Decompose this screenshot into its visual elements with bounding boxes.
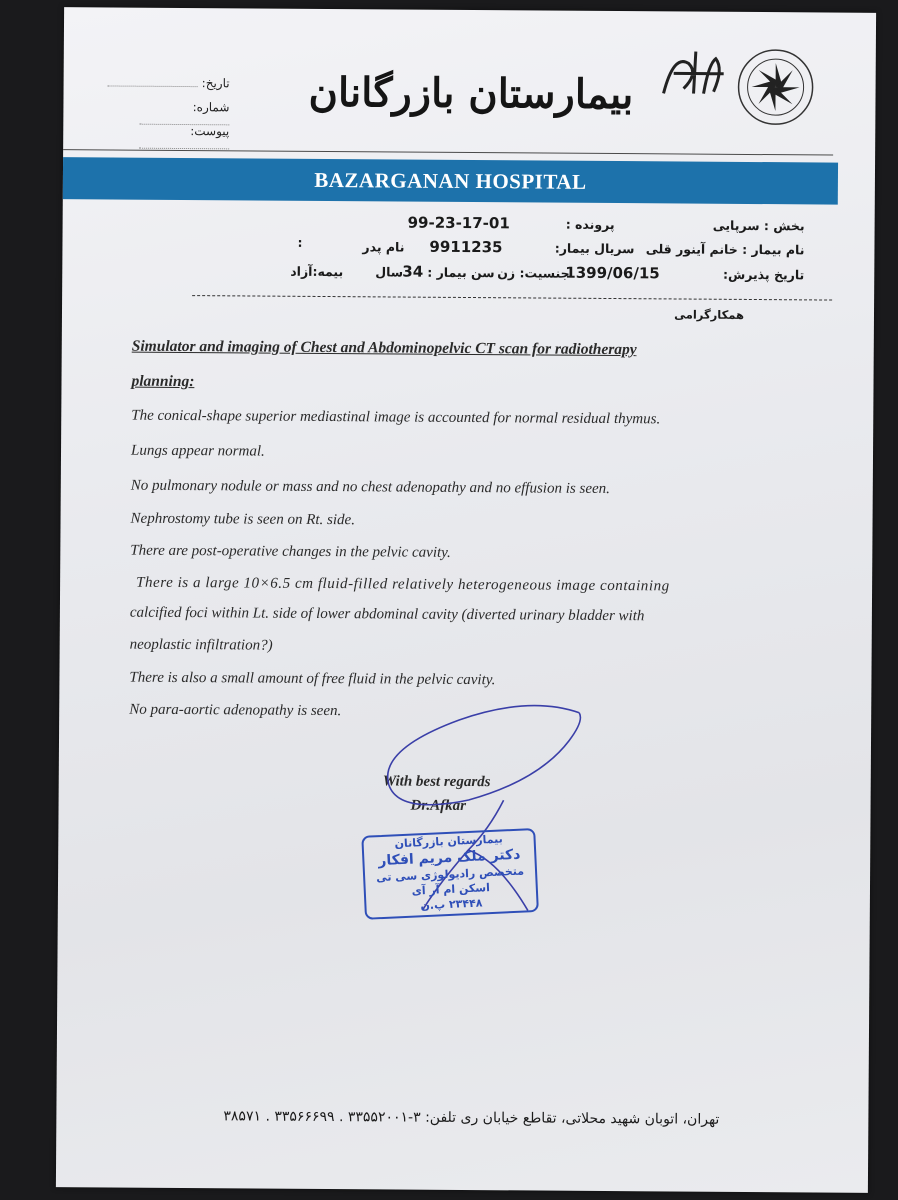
file-number: 99-23-17-01 (407, 213, 510, 233)
patient-name: نام بیمار : خانم آینور قلی (645, 241, 805, 258)
finding-line: The conical-shape superior mediastinal image is accounted for normal residual thymus. (131, 407, 661, 428)
age-unit: سال (375, 264, 404, 280)
file-label: پرونده : (565, 216, 615, 233)
insurance-field: بیمه:آزاد (290, 263, 344, 280)
admission-date: 1399/06/15 (565, 263, 660, 283)
report-heading: Simulator and imaging of Chest and Abdominopelvic CT scan for radiotherapy (131, 337, 637, 359)
finding-line: Lungs appear normal. (130, 442, 265, 460)
hospital-calligraphy-logo (653, 43, 733, 104)
doctor-name: Dr.Afkar (410, 797, 467, 815)
report-paper (56, 7, 876, 1193)
finding-line: There are post-operative changes in the pelvic cavity. (130, 542, 451, 561)
ward-field: بخش : سرپایی (712, 217, 805, 234)
doctor-stamp (361, 828, 539, 920)
gender-field: جنسیت: زن (497, 265, 570, 281)
serial-label: سریال بیمار: (554, 240, 635, 257)
finding-line: There is a large 10×6.5 cm fluid-filled relatively heterogeneous image containing (136, 574, 670, 595)
date-field: تاریخ: (100, 75, 230, 90)
finding-line: calcified foci within Lt. side of lower abdominal cavity (diverted urinary bladder with (129, 604, 645, 625)
stamp-license: ۲۳۴۴۸ پ.ن (420, 896, 483, 913)
report-heading-cont: planning: (131, 372, 195, 391)
stamp-hospital: بیمارستان بازرگانان (394, 832, 503, 851)
finding-line: No pulmonary nodule or mass and no chest adenopathy and no effusion is seen. (130, 477, 610, 498)
age-value: 34 (402, 262, 424, 281)
father-colon: : (297, 234, 303, 250)
footer-address: تهران، اتوبان شهید محلاتی، تقاطع خیابان ری تلفن: ۳-۳۳۵۵۲۰۰۱ . ۳۳۵۶۶۶۹۹ . ۳۸۵۷۱ (223, 1108, 720, 1128)
finding-line: Nephrostomy tube is seen on Rt. side. (130, 510, 356, 529)
salutation: همکارگرامی (674, 307, 745, 322)
dashed-separator (192, 295, 832, 300)
header-rule (63, 149, 833, 155)
finding-line: There is also a small amount of free fluid in the pelvic cavity. (129, 669, 496, 689)
finding-line: neoplastic infiltration?) (129, 636, 273, 654)
attachment-field: پیوست: (99, 123, 229, 152)
age-label: سن بیمار : (427, 264, 495, 281)
certification-seal-icon (735, 47, 816, 128)
hospital-name-persian: بیمارستان بازرگانان (308, 68, 634, 119)
closing-line: With best regards (382, 773, 491, 791)
number-field: شماره: (99, 99, 229, 128)
admission-label: تاریخ پذیرش: (722, 266, 805, 283)
serial-number: 9911235 (429, 237, 503, 257)
stamp-doctor: دکتر ملک مریم افکار (377, 846, 521, 870)
father-label: نام پدر (362, 239, 405, 255)
stamp-specialty: متخصص رادیولوژی سی تی اسکن ام آر آی (375, 864, 525, 898)
finding-line: No para-aortic adenopathy is seen. (129, 701, 342, 720)
hospital-name-english: BAZARGANAN HOSPITAL (314, 167, 587, 194)
